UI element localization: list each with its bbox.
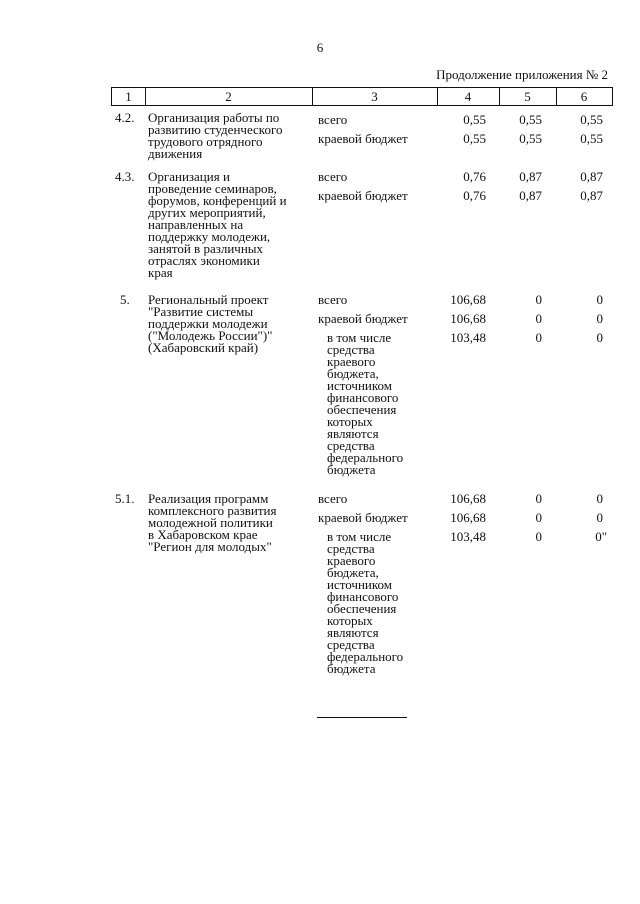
- row-number: 4.3.: [115, 169, 135, 184]
- page-number: 6: [316, 40, 324, 55]
- value-col-5: 0: [535, 510, 542, 525]
- value-col-5: 0: [535, 330, 542, 345]
- value-col-5: 0: [535, 491, 542, 506]
- value-col-6: 0: [596, 330, 603, 345]
- funding-source: краевой бюджет: [318, 510, 408, 525]
- header-col-5: 5: [524, 89, 531, 104]
- row-title: Реализация программ комплексного развития молодежной политики в Хабаровском крае "Регион для молодых": [148, 491, 277, 554]
- table-header-row: [111, 87, 613, 106]
- funding-source: краевой бюджет: [318, 311, 408, 326]
- value-col-5: 0,55: [519, 131, 542, 146]
- value-col-4: 106,68: [450, 510, 486, 525]
- row-number: 5.: [120, 292, 130, 307]
- value-col-4: 0,76: [463, 188, 486, 203]
- value-col-4: 0,55: [463, 112, 486, 127]
- value-col-5: 0,55: [519, 112, 542, 127]
- value-col-4: 106,68: [450, 292, 486, 307]
- header-col-4: 4: [464, 89, 472, 104]
- header-col-6: 6: [580, 89, 588, 104]
- funding-source: всего: [318, 112, 348, 127]
- row-number: 5.1.: [115, 491, 135, 506]
- value-col-4: 0,55: [463, 131, 486, 146]
- header-col-3: 3: [371, 89, 378, 104]
- value-col-6: 0,87: [580, 169, 603, 184]
- value-col-6: 0: [596, 510, 603, 525]
- value-col-4: 106,68: [450, 491, 486, 506]
- value-col-4: 103,48: [450, 529, 486, 544]
- funding-source: всего: [318, 169, 348, 184]
- value-col-6: 0: [596, 292, 603, 307]
- value-col-5: 0,87: [519, 169, 542, 184]
- value-col-6: 0: [596, 311, 603, 326]
- funding-source: краевой бюджет: [318, 131, 408, 146]
- value-col-4: 103,48: [450, 330, 486, 345]
- funding-source: всего: [318, 491, 348, 506]
- value-col-6: 0,55: [580, 131, 603, 146]
- funding-source: краевой бюджет: [318, 188, 408, 203]
- value-col-5: 0: [535, 529, 542, 544]
- value-col-5: 0,87: [519, 188, 542, 203]
- value-col-6: 0,55: [580, 112, 603, 127]
- row-title: Региональный проект "Развитие системы поддержки молодежи ("Молодежь России")" (Хабаровский край): [148, 292, 273, 355]
- row-number: 4.2.: [115, 110, 135, 125]
- header-col-1: 1: [125, 89, 132, 104]
- value-col-5: 0: [535, 311, 542, 326]
- funding-source: всего: [318, 292, 348, 307]
- value-col-4: 0,76: [463, 169, 486, 184]
- value-col-6: 0": [595, 529, 607, 544]
- funding-source-note: в том числе средства краевого бюджета, источником финансового обеспечения которых являются средства федерального бюджета: [327, 330, 404, 477]
- closing-rule: [317, 717, 407, 718]
- row-title: Организация и проведение семинаров, форумов, конференций и других мероприятий, направленных на поддержку молодежи, занятой в различных отраслях экономики края: [148, 169, 287, 280]
- continuation-caption: Продолжение приложения № 2: [436, 67, 608, 82]
- header-col-2: 2: [225, 89, 232, 104]
- funding-source-note: в том числе средства краевого бюджета, источником финансового обеспечения которых являются средства федерального бюджета: [327, 529, 404, 676]
- value-col-4: 106,68: [450, 311, 486, 326]
- row-title: Организация работы по развитию студенческого трудового отрядного движения: [148, 110, 283, 161]
- value-col-6: 0: [596, 491, 603, 506]
- value-col-5: 0: [535, 292, 542, 307]
- value-col-6: 0,87: [580, 188, 603, 203]
